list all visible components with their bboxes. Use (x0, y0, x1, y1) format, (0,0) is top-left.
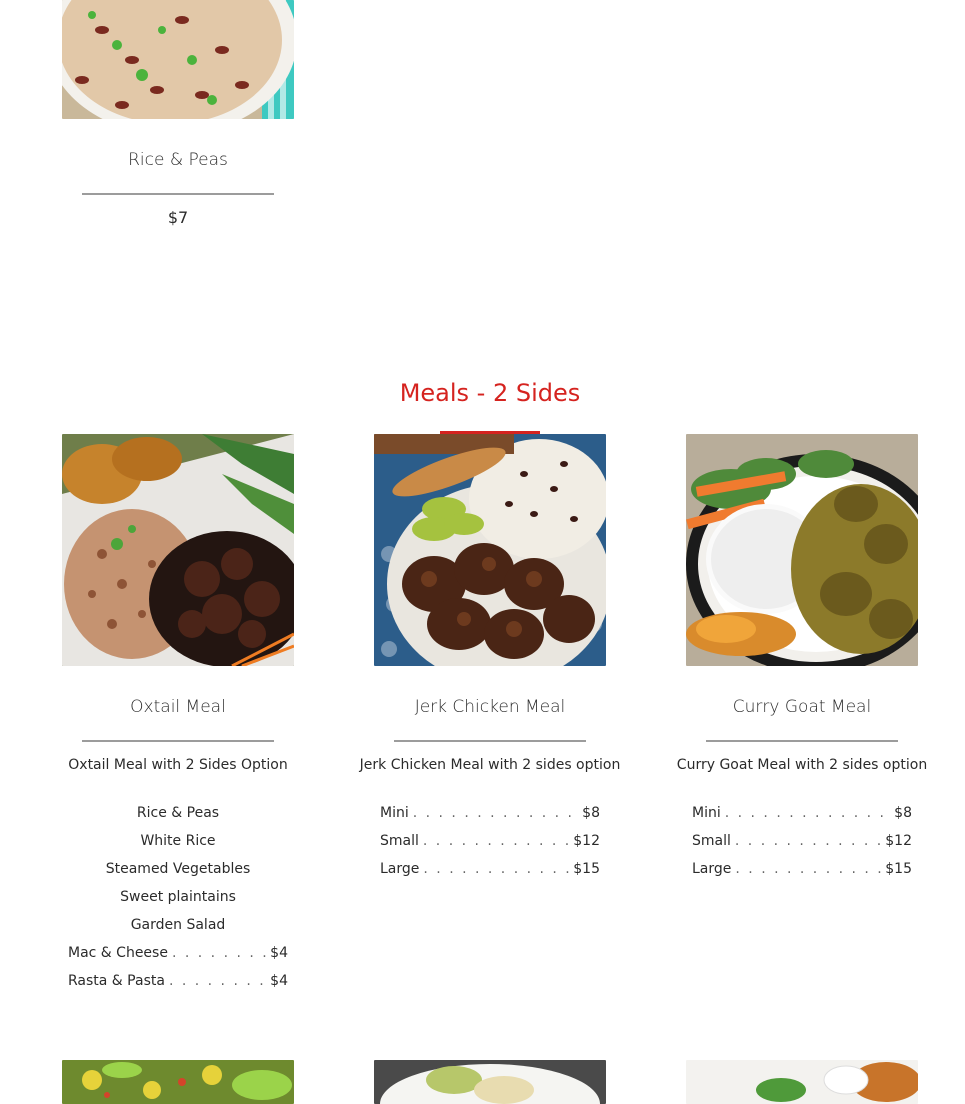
oxtail-meal-image[interactable] (62, 434, 294, 666)
size-price: $8 (582, 805, 600, 821)
extra-name: Rasta & Pasta (68, 973, 165, 989)
oxtail-meal-subtitle: Oxtail Meal with 2 Sides Option (68, 757, 288, 773)
oxtail-meal-divider (82, 740, 274, 742)
curry-size-row (692, 861, 912, 877)
oxtail-meal-title: Oxtail Meal (130, 697, 226, 717)
curry-size-row (692, 833, 912, 849)
size-price: $8 (894, 805, 912, 821)
leader-dots (423, 861, 569, 877)
section-title: Meals - 2 Sides (399, 379, 581, 407)
oxtail-side-option: Sweet plaintains (120, 889, 236, 905)
next-meal-image[interactable] (686, 1060, 918, 1104)
oxtail-side-option: White Rice (140, 833, 216, 849)
size-name: Mini (692, 805, 721, 821)
jerk-size-row (380, 805, 600, 821)
oxtail-side-option: Rice & Peas (136, 805, 220, 821)
rice-peas-price: $7 (167, 208, 189, 227)
oxtail-side-option: Steamed Vegetables (105, 861, 251, 877)
rice-peas-image[interactable] (62, 0, 294, 119)
next-meal-image[interactable] (374, 1060, 606, 1104)
size-name: Large (692, 861, 732, 877)
size-price: $12 (885, 833, 912, 849)
extra-name: Mac & Cheese (68, 945, 168, 961)
size-name: Mini (380, 805, 409, 821)
curry-size-row (692, 805, 912, 821)
jerk-size-row (380, 833, 600, 849)
extra-price: $4 (270, 945, 288, 961)
leader-dots (423, 833, 569, 849)
leader-dots (735, 833, 881, 849)
jerk-chicken-meal-title: Jerk Chicken Meal (414, 697, 566, 717)
leader-dots (413, 805, 578, 821)
curry-goat-meal-divider (706, 740, 898, 742)
leader-dots (172, 945, 266, 961)
size-price: $12 (573, 833, 600, 849)
jerk-chicken-meal-divider (394, 740, 586, 742)
rice-peas-divider (82, 193, 274, 195)
next-meal-image[interactable] (62, 1060, 294, 1104)
jerk-chicken-meal-subtitle: Jerk Chicken Meal with 2 sides option (359, 757, 621, 773)
oxtail-extra-row (68, 973, 288, 989)
size-price: $15 (885, 861, 912, 877)
curry-goat-meal-title: Curry Goat Meal (732, 697, 872, 717)
curry-goat-meal-image[interactable] (686, 434, 918, 666)
leader-dots (169, 973, 266, 989)
rice-peas-title: Rice & Peas (128, 150, 228, 170)
size-name: Large (380, 861, 420, 877)
oxtail-side-option: Garden Salad (130, 917, 226, 933)
jerk-chicken-meal-image[interactable] (374, 434, 606, 666)
leader-dots (725, 805, 890, 821)
leader-dots (735, 861, 881, 877)
oxtail-extra-row (68, 945, 288, 961)
extra-price: $4 (270, 973, 288, 989)
size-name: Small (692, 833, 731, 849)
size-name: Small (380, 833, 419, 849)
curry-goat-meal-subtitle: Curry Goat Meal with 2 sides option (676, 757, 928, 773)
jerk-size-row (380, 861, 600, 877)
size-price: $15 (573, 861, 600, 877)
